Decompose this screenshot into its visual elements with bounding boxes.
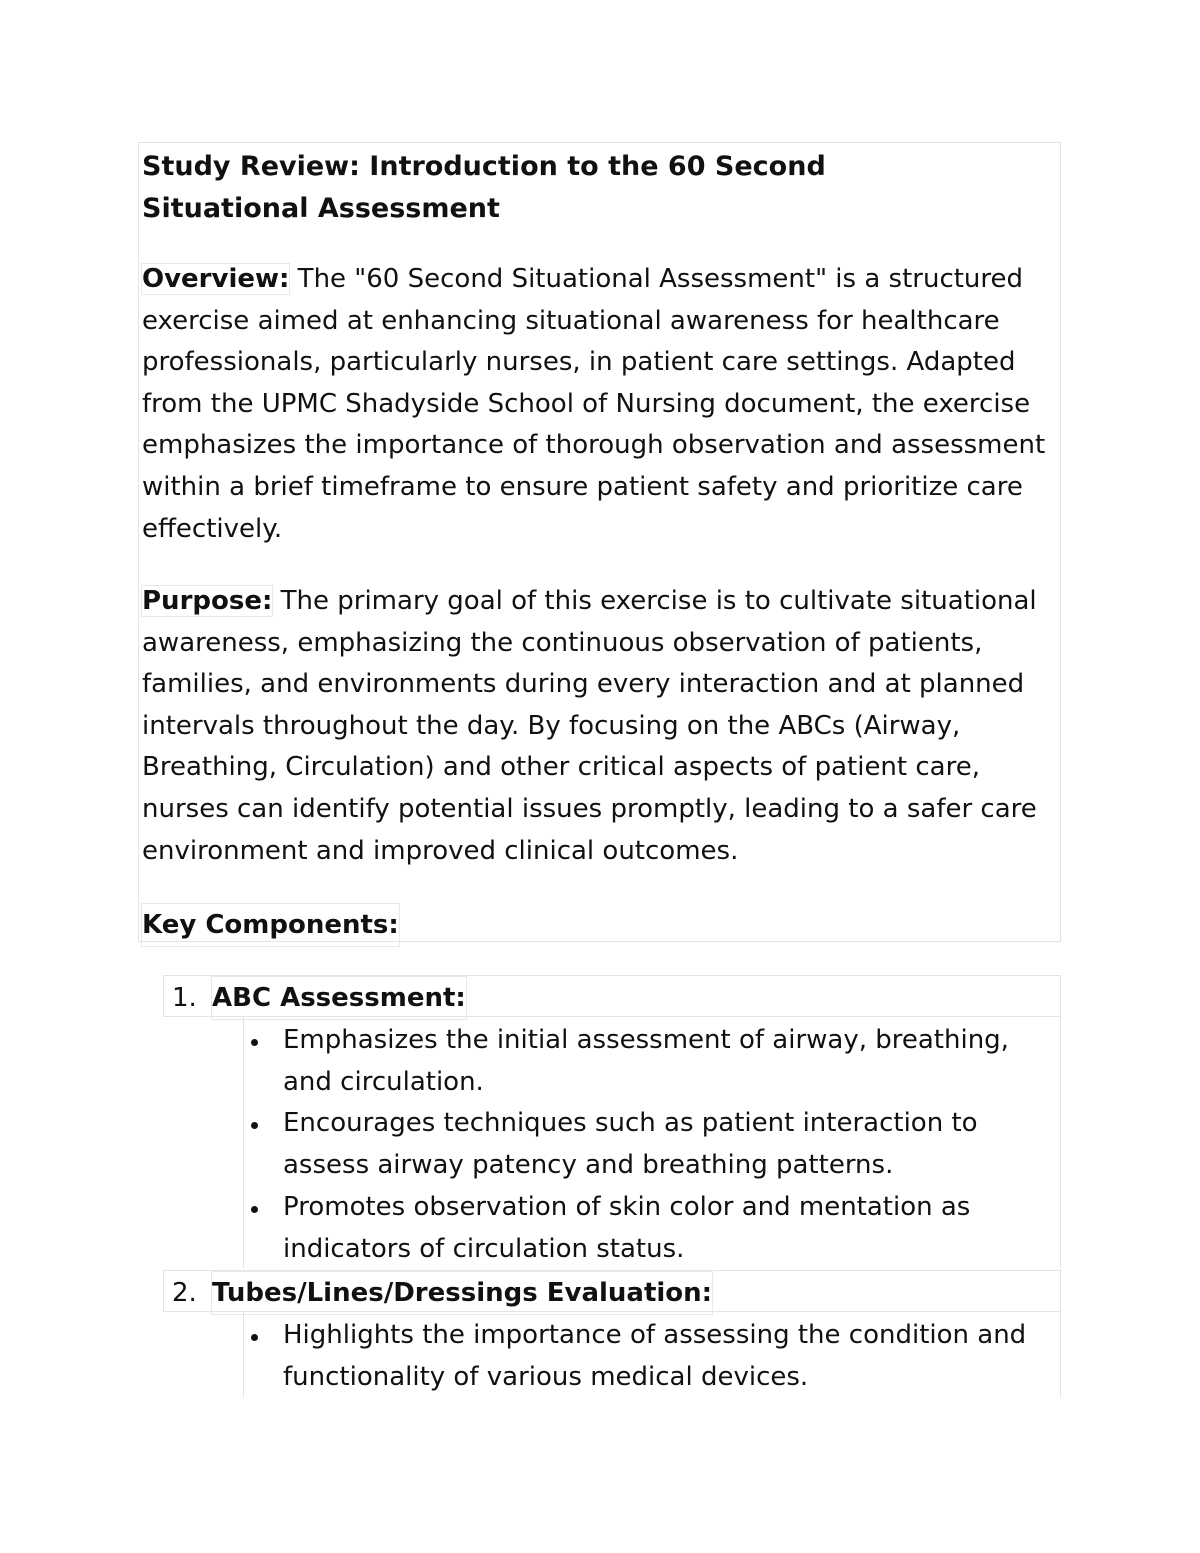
bullet-icon [251,1122,258,1129]
key-components-heading: Key Components: [142,904,399,946]
bullet-icon [251,1206,258,1213]
overview-paragraph [142,259,1062,550]
bullet-icon [251,1039,258,1046]
document-title: Study Review: Introduction to the 60 Second Situational Assessment [142,151,826,224]
purpose-paragraph [142,581,1062,872]
purpose-label: Purpose: [142,586,273,616]
purpose-text: The primary goal of this exercise is to cultivate situational awareness, emphasizing the continuous observation of patients, families, and environments during every interaction and at planned intervals throughout the day. By focusing on the ABCs (Airway, Breathing, Circulation) and other critical aspects of patient care, nurses can identify potential issues promptly, leading to a safer care environment and improved clinical outcomes. [142,586,1037,866]
component-title: ABC Assessment: [212,977,466,1019]
bullet-item: Highlights the importance of assessing the condition and functionality of various medical devices. [283,1320,1027,1392]
overview-text: The "60 Second Situational Assessment" is a structured exercise aimed at enhancing situational awareness for healthcare professionals, particularly nurses, in patient care settings. Adapted from the UPMC Shadyside School of Nursing document, the exercise emphasizes the importance of thorough observation and assessment within a brief timeframe to ensure patient safety and prioritize care effectively. [142,264,1046,544]
bullet-item: Encourages techniques such as patient interaction to assess airway patency and breathing patterns. [283,1108,978,1180]
component-number: 1. [172,983,197,1013]
component-title: Tubes/Lines/Dressings Evaluation: [212,1272,712,1314]
bullet-icon [251,1334,258,1341]
overview-label: Overview: [142,264,290,294]
bullet-item: Promotes observation of skin color and mentation as indicators of circulation status. [283,1192,971,1264]
bullet-item: Emphasizes the initial assessment of airway, breathing, and circulation. [283,1025,1009,1097]
component-number: 2. [172,1278,197,1308]
